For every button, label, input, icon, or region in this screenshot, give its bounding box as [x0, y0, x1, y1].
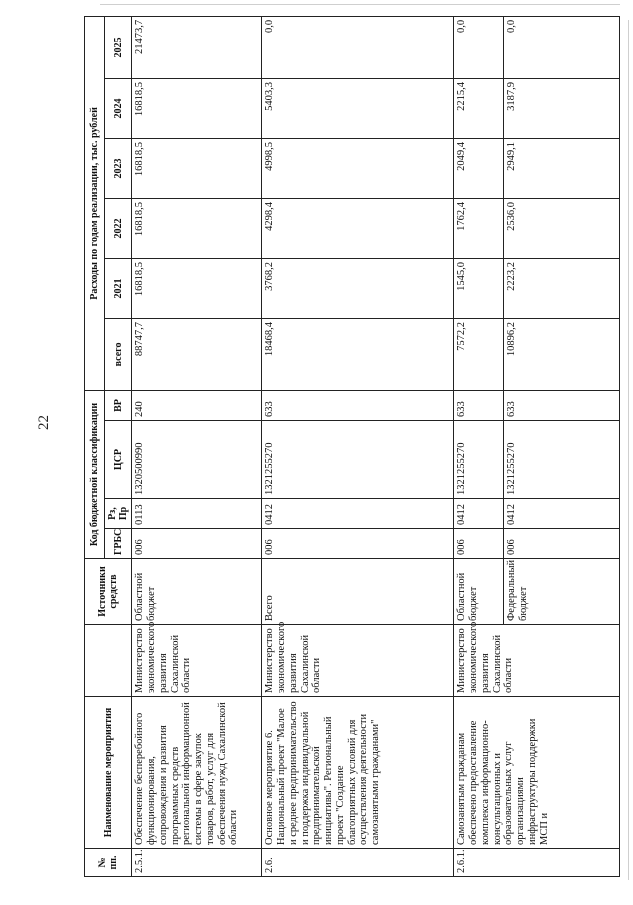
page-number: 22: [36, 415, 52, 430]
row-total: 7572,2: [454, 318, 504, 390]
row-2024: 5403,3: [262, 78, 454, 138]
table-row: [262, 16, 454, 876]
row-2023: 4998,5: [262, 138, 454, 198]
row-csr: 1321255270: [504, 421, 620, 499]
row-2022: 16818,5: [132, 198, 262, 258]
header-executor: [85, 625, 132, 697]
row-executor: Министерство экономического развития Сахалинской области: [454, 625, 620, 697]
row-source: Областной бюджет: [132, 559, 262, 625]
scan-edge-top: [100, 4, 620, 5]
rotated-table-container: [84, 17, 616, 877]
row-source: Всего: [262, 559, 454, 625]
row-executor: Министерство экономического развития Сахалинской области: [262, 625, 454, 697]
row-no: 2.6.: [262, 849, 454, 877]
row-total: 18468,4: [262, 318, 454, 390]
row-2025: 0,0: [262, 16, 454, 78]
row-rzpr: 0113: [132, 499, 262, 529]
header-2025: 2025: [105, 16, 132, 78]
table-row: [454, 16, 504, 876]
row-2025: 0,0: [504, 16, 620, 78]
row-executor: Министерство экономического развития Сахалинской области: [132, 625, 262, 697]
row-grbs: 006: [454, 529, 504, 559]
row-name: Самозанятым гражданам обеспечено предоставление комплекса информационно-консультационных и образовательных услуг организациями инфраструктуры поддержки МСП и: [454, 697, 620, 849]
row-name: Основное мероприятие 6. Национальный проект "Малое и среднее предпринимательство и поддержка индивидуальной предпринимательской инициативы". Региональный проект "Создание благоприятных условий для осуществления деятельности самозанятыми гражданами": [262, 697, 454, 849]
header-row-1: [85, 16, 105, 876]
row-csr: 1320500990: [132, 421, 262, 499]
header-no: № пп.: [85, 849, 132, 877]
header-sources: Источники средств: [85, 559, 132, 625]
header-vr: ВР: [105, 390, 132, 420]
row-vr: 633: [454, 390, 504, 420]
row-csr: 1321255270: [454, 421, 504, 499]
row-2022: 1762,4: [454, 198, 504, 258]
row-2021: 1545,0: [454, 258, 504, 318]
row-2022: 4298,4: [262, 198, 454, 258]
row-total: 88747,7: [132, 318, 262, 390]
row-rzpr: 0412: [262, 499, 454, 529]
header-budget-code: Код бюджетной классификации: [85, 390, 105, 558]
row-grbs: 006: [262, 529, 454, 559]
header-2021: 2021: [105, 258, 132, 318]
row-2021: 2223,2: [504, 258, 620, 318]
row-total: 10896,2: [504, 318, 620, 390]
row-2024: 3187,9: [504, 78, 620, 138]
row-no: 2.5.1.: [132, 849, 262, 877]
header-name: Наименование мероприятия: [85, 697, 132, 849]
row-rzpr: 0412: [504, 499, 620, 529]
header-csr: ЦСР: [105, 421, 132, 499]
row-no: 2.6.1.: [454, 849, 620, 877]
table-row: [132, 16, 262, 876]
row-name: Обеспечение бесперебойного функционирования, сопровождения и развития программных средств региональной информационной системы в сфере закупок товаров, работ, услуг для обеспечения нужд Сахалинской области: [132, 697, 262, 849]
row-grbs: 006: [504, 529, 620, 559]
row-2021: 3768,2: [262, 258, 454, 318]
header-grbs: ГРБС: [105, 529, 132, 559]
row-2025: 21473,7: [132, 16, 262, 78]
row-2024: 16818,5: [132, 78, 262, 138]
row-2023: 2949,1: [504, 138, 620, 198]
row-source: Областной бюджет: [454, 559, 504, 625]
row-vr: 633: [504, 390, 620, 420]
header-rzpr: Рз, Пр: [105, 499, 132, 529]
row-csr: 1321255270: [262, 421, 454, 499]
header-2022: 2022: [105, 198, 132, 258]
row-vr: 240: [132, 390, 262, 420]
row-source: Федеральный бюджет: [504, 559, 620, 625]
row-vr: 633: [262, 390, 454, 420]
row-2021: 16818,5: [132, 258, 262, 318]
row-rzpr: 0412: [454, 499, 504, 529]
row-2022: 2536,0: [504, 198, 620, 258]
row-2023: 2049,4: [454, 138, 504, 198]
header-2023: 2023: [105, 138, 132, 198]
row-grbs: 006: [132, 529, 262, 559]
scan-edge-right: [628, 20, 629, 880]
row-2023: 16818,5: [132, 138, 262, 198]
header-expenses: Расходы по годам реализации, тыс. рублей: [85, 16, 105, 390]
header-2024: 2024: [105, 78, 132, 138]
row-2025: 0,0: [454, 16, 504, 78]
budget-table: [84, 16, 620, 877]
row-2024: 2215,4: [454, 78, 504, 138]
header-total: всего: [105, 318, 132, 390]
